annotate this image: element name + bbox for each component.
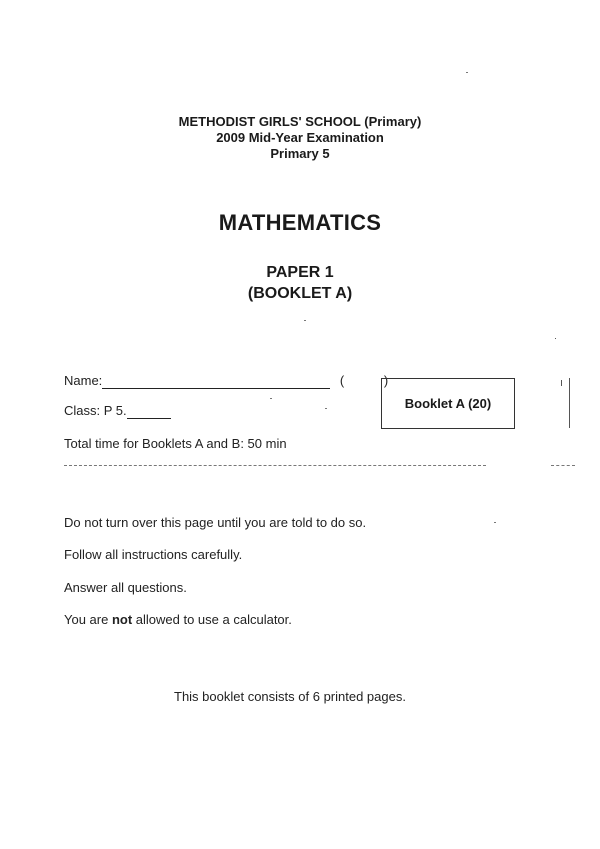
register-paren-close: ) <box>383 373 389 388</box>
instruction-4-emphasis: not <box>111 612 133 627</box>
paper-number: PAPER 1 <box>266 264 334 281</box>
scan-speck <box>325 408 327 409</box>
booklet-marks-label: Booklet A (20) <box>404 396 492 411</box>
class-input-line[interactable] <box>127 403 171 419</box>
instruction-3: Answer all questions. <box>64 580 187 595</box>
instruction-4-post: allowed to use a calculator. <box>132 612 292 627</box>
scan-mark-small <box>561 380 562 386</box>
register-paren-open: ( <box>339 373 345 388</box>
booklet-marks-box <box>381 378 515 429</box>
instruction-2: Follow all instructions carefully. <box>64 547 243 562</box>
name-input-line[interactable] <box>102 373 330 389</box>
page-count-note: This booklet consists of 6 printed pages. <box>174 689 406 704</box>
subject-title: MATHEMATICS <box>218 210 382 235</box>
school-name: METHODIST GIRLS' SCHOOL (Primary) <box>178 114 422 129</box>
total-time: Total time for Booklets A and B: 50 min <box>64 436 287 451</box>
booklet-label: (BOOKLET A) <box>247 285 353 302</box>
separator-line <box>64 465 486 466</box>
scan-speck <box>555 338 556 339</box>
scan-speck <box>494 522 496 523</box>
scan-speck <box>270 398 272 399</box>
level: Primary 5 <box>270 146 330 161</box>
name-field-row <box>64 373 388 389</box>
scan-mark-right <box>569 378 570 428</box>
instruction-4-pre: You are <box>64 612 112 627</box>
scan-speck <box>466 72 468 73</box>
exam-title: 2009 Mid-Year Examination <box>216 130 384 145</box>
name-label: Name: <box>64 373 103 388</box>
separator-line-right <box>551 465 575 466</box>
instruction-1: Do not turn over this page until you are told to do so. <box>64 515 367 530</box>
class-field-row <box>64 403 171 419</box>
scan-speck <box>304 320 306 321</box>
class-label: Class: P 5. <box>64 403 127 418</box>
instruction-4 <box>64 612 292 627</box>
